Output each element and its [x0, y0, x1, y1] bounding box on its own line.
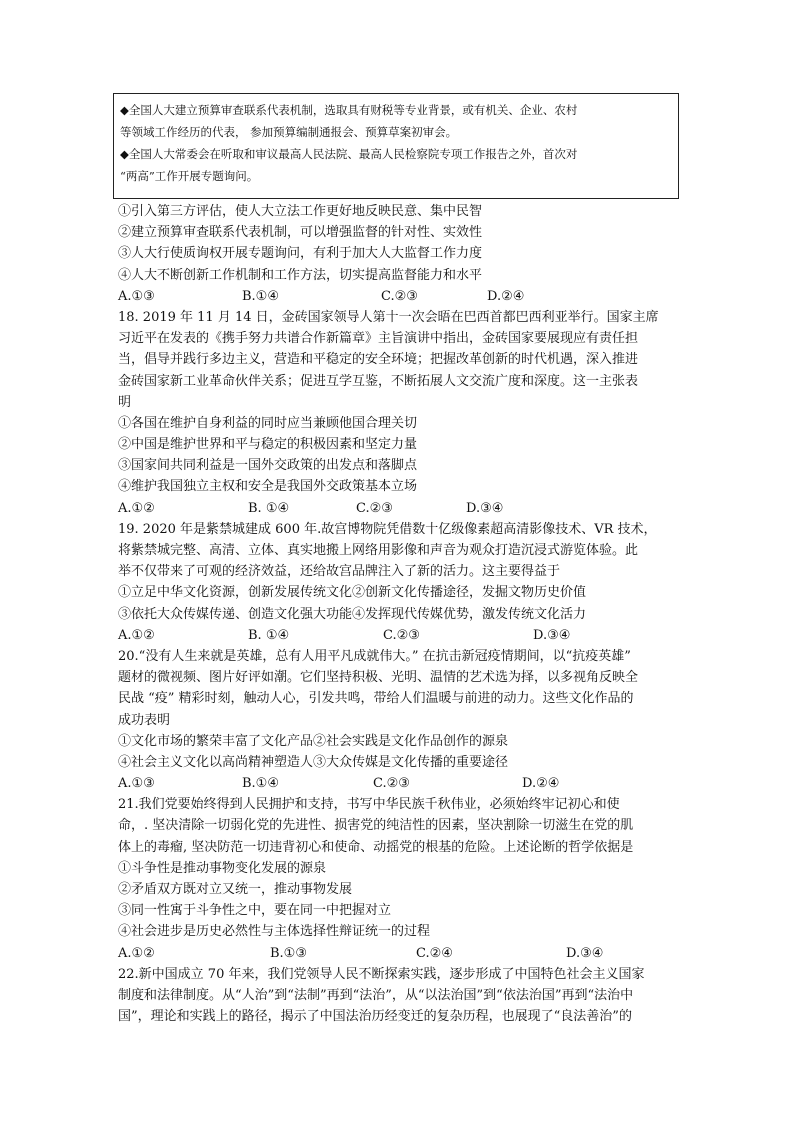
statement: ②建立预算审查联系代表机制，可以增强监督的针对性、实效性: [118, 225, 483, 241]
option-b: B.①③: [270, 945, 307, 961]
option-c: C.②③: [383, 627, 420, 643]
question-stem: 命，. 坚决清除一切弱化党的先进性、损害党的纯洁性的因素，坚决割除一切滋生在党的肌: [118, 818, 634, 834]
answer-options: [118, 773, 684, 794]
option-c: C.②③: [373, 776, 410, 792]
answer-options: [118, 625, 684, 646]
questions: [118, 201, 684, 1027]
info-line: ◆全国人大常委会在听取和审议最高人民法院、最高人民检察院专项工作报告之外，首次对: [120, 147, 578, 161]
option-a: A.①②: [118, 627, 155, 643]
statement: ③国家间共同利益是一国外交政策的出发点和落脚点: [118, 458, 418, 474]
question-stem: 国”，理论和实践上的路径，揭示了中国法治历经变迁的复杂历程，也展现了“良法善治”的: [118, 1009, 632, 1025]
statement: ③依托大众传媒传递、创造文化强大功能④发挥现代传媒优势，激发传统文化活力: [118, 606, 587, 622]
question-stem: 举不仅带来了可观的经济效益，还给故宫品牌注入了新的活力。这主要得益于: [118, 564, 561, 580]
info-line: “两高”工作开展专题询问。: [120, 169, 259, 183]
question-stem: 金砖国家新工业革命伙伴关系；促进互学互鉴，不断拓展人文交流广度和深度。这一主张表: [118, 373, 639, 389]
question-stem: 习近平在发表的《携手努力共谱合作新篇章》主旨演讲中指出，金砖国家要展现应有责任担: [118, 331, 639, 347]
statement: ①立足中华文化资源，创新发展传统文化②创新文化传播途径，发掘文物历史价值: [118, 585, 587, 601]
statement: ②矛盾双方既对立又统一，推动事物发展: [118, 882, 353, 897]
statement: ④社会主义文化以高尚精神塑造人③大众传媒是文化传播的重要途径: [118, 754, 509, 770]
option-a: A.①②: [118, 500, 155, 516]
option-c: C.②③: [381, 288, 418, 304]
option-d: D.③④: [466, 500, 504, 516]
statement: ①各国在维护自身利益的同时应当兼顾他国合理关切: [118, 415, 418, 431]
question-stem: 19. 2020 年是紫禁城建成 600 年.故宫博物院凭借数十亿级像素超高清影像技术、VR 技术，: [118, 521, 657, 537]
answer-options: [118, 286, 684, 307]
question-stem: 题材的微视频、图片好评如潮。它们坚持积极、光明、温情的艺术选为择，以多视角反映全: [118, 670, 639, 686]
answer-options: [118, 943, 684, 964]
question-stem: 将紫禁城完整、高清、立体、真实地搬上网络用影像和声音为观众打造沉浸式游览体验。此: [118, 543, 639, 558]
option-b: B. ①④: [248, 500, 290, 516]
question-stem: 成功表明: [118, 712, 171, 728]
statement: ④维护我国独立主权和安全是我国外交政策基本立场: [118, 479, 418, 495]
info-box: [113, 93, 679, 199]
option-c: C.②④: [416, 945, 453, 961]
statement: ③同一性寓于斗争性之中，要在同一中把握对立: [118, 903, 392, 919]
option-d: D.③④: [566, 945, 604, 961]
question-stem: 21.我们党要始终得到人民拥护和支持，书写中华民族千秋伟业，必须始终牢记初心和使: [118, 797, 620, 813]
question-stem: 当，倡导并践行多边主义，营造和平稳定的安全环境；把握改革创新的时代机遇，深入推进: [118, 352, 639, 368]
statement: ①斗争性是推动事物变化发展的源泉: [118, 860, 327, 876]
question-stem: 明: [118, 394, 132, 410]
option-a: A.①②: [118, 945, 155, 961]
statement: ①文化市场的繁荣丰富了文化产品②社会实践是文化作品创作的源泉: [118, 733, 509, 749]
statement: ①引入第三方评估，使人大立法工作更好地反映民意、集中民智: [118, 204, 483, 219]
question-stem: 民战 “疫” 精彩时刻，触动人心，引发共鸣，带给人们温暖与前进的动力。这些文化作品的: [118, 691, 634, 707]
option-a: A.①③: [118, 776, 155, 792]
option-b: B.①④: [242, 288, 279, 304]
option-b: B. ①④: [248, 627, 290, 643]
option-d: D.②④: [522, 776, 560, 792]
option-d: D.②④: [487, 288, 525, 304]
info-line: 等领域工作经历的代表， 参加预算编制通报会、预算草案初审会。: [120, 125, 458, 139]
option-c: C.②③: [356, 500, 393, 516]
statement: ④社会进步是历史必然性与主体选择性辩证统一的过程: [118, 924, 431, 940]
info-line: ◆全国人大建立预算审查联系代表机制，选取具有财税等专业背景，或有机关、企业、农村: [120, 103, 578, 117]
option-a: A.①③: [118, 288, 155, 304]
question-stem: 20.“没有人生来就是英雄，总有人用平凡成就伟大。” 在抗击新冠疫情期间，以“抗疫英雄”: [118, 648, 631, 664]
option-d: D.③④: [533, 627, 571, 643]
question-stem: 体上的毒瘤, 坚决防范一切违背初心和使命、动摇党的根基的危险。上述论断的哲学依据是: [118, 839, 634, 855]
question-stem: 22.新中国成立 70 年来，我们党领导人民不断探索实践，逐步形成了中国特色社会主义国家: [118, 966, 645, 982]
option-b: B.①④: [242, 776, 279, 792]
statement: ④人大不断创新工作机制和工作方法，切实提高监督能力和水平: [118, 267, 483, 283]
question-stem: 18. 2019 年 11 月 14 日，金砖国家领导人第十一次会晤在巴西首都巴西利亚举行。国家主席: [118, 309, 659, 325]
question-stem: 制度和法律制度。从“人治”到“法制”再到“法治”，从“以法治国”到“依法治国”再到“法治中: [118, 987, 634, 1003]
statement: ③人大行使质询权开展专题询问，有利于加大人大监督工作力度: [118, 246, 483, 262]
answer-options: [118, 498, 684, 519]
statement: ②中国是维护世界和平与稳定的积极因素和坚定力量: [118, 437, 418, 453]
